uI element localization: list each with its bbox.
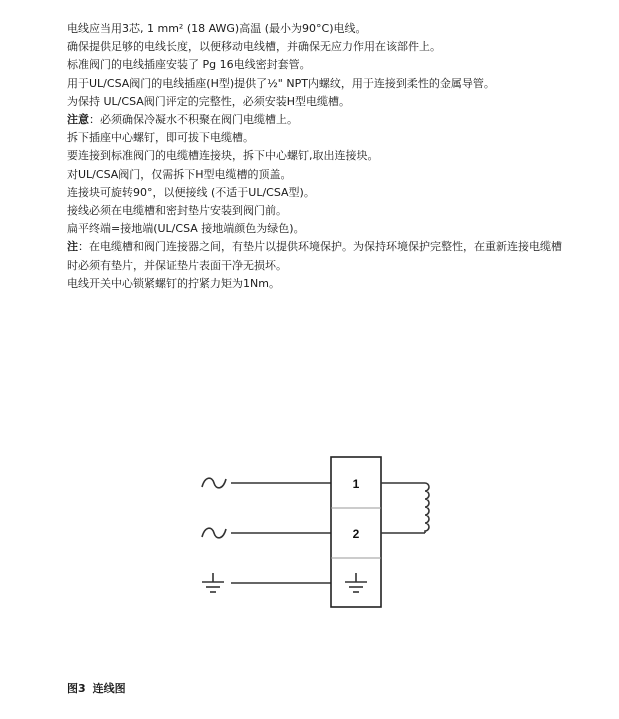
terminal-1-label: 1 — [352, 477, 360, 491]
paragraph-rotate: 连接块可旋转90°，以便接线 (不适于UL/CSA型)。 — [67, 185, 315, 199]
caution-label: 注意 — [67, 113, 89, 127]
note-label: 注 — [67, 240, 78, 254]
paragraph-wire-spec: 电线应当用3芯, 1 mm² (18 AWG)高温 (最小为90°C)电线。 — [67, 22, 367, 35]
paragraph-connect-block: 要连接到标准阀门的电缆槽连接块，拆下中心螺钉,取出连接块。 — [67, 149, 379, 163]
figure-title: 连线图 — [92, 682, 126, 695]
paragraph-wire-length: 确保提供足够的电线长度，以便移动电线槽，并确保无应力作用在该部件上。 — [67, 40, 441, 54]
ground-icon — [202, 573, 224, 592]
paragraph-wiring-order: 接线必须在电缆槽和密封垫片安装到阀门前。 — [67, 204, 287, 218]
figure-caption — [67, 680, 126, 696]
ac-icon — [202, 528, 226, 538]
terminal-2-label: 2 — [352, 527, 360, 541]
figure-number: 图3 — [67, 682, 86, 695]
paragraph-pg16: 标准阀门的电线插座安装了 Pg 16电线密封套管。 — [67, 58, 311, 72]
paragraph-remove-screw: 拆下插座中心螺钉，即可拔下电缆槽。 — [67, 131, 254, 145]
paragraph-npt: 用于UL/CSA阀门的电线插座(H型)提供了½" NPT内螺纹，用于连接到柔性的金属导管。 — [67, 76, 495, 90]
paragraph-torque: 电线开关中心锁紧螺钉的拧紧力矩为1Nm。 — [67, 276, 280, 290]
paragraph-ground: 扁平终端=接地端(UL/CSA 接地端颜色为绿色)。 — [67, 222, 305, 236]
paragraph-caution: 注意：必须确保冷凝水不积聚在阀门电缆槽上。 — [67, 113, 298, 127]
ground-icon — [345, 573, 367, 592]
paragraph-note: 注：在电缆槽和阀门连接器之间，有垫片以提供环境保护。为保持环境保护完整性，在重新连接电缆槽时必须有垫片，并保证垫片表面干净无损坏。 — [67, 240, 562, 272]
coil-icon — [381, 483, 429, 533]
paragraph-ul-csa: 为保持 UL/CSA阀门评定的完整性，必须安装H型电缆槽。 — [67, 94, 351, 108]
ac-icon — [202, 478, 226, 488]
paragraph-ul-csa-cover: 对UL/CSA阀门，仅需拆下H型电缆槽的顶盖。 — [67, 167, 292, 181]
